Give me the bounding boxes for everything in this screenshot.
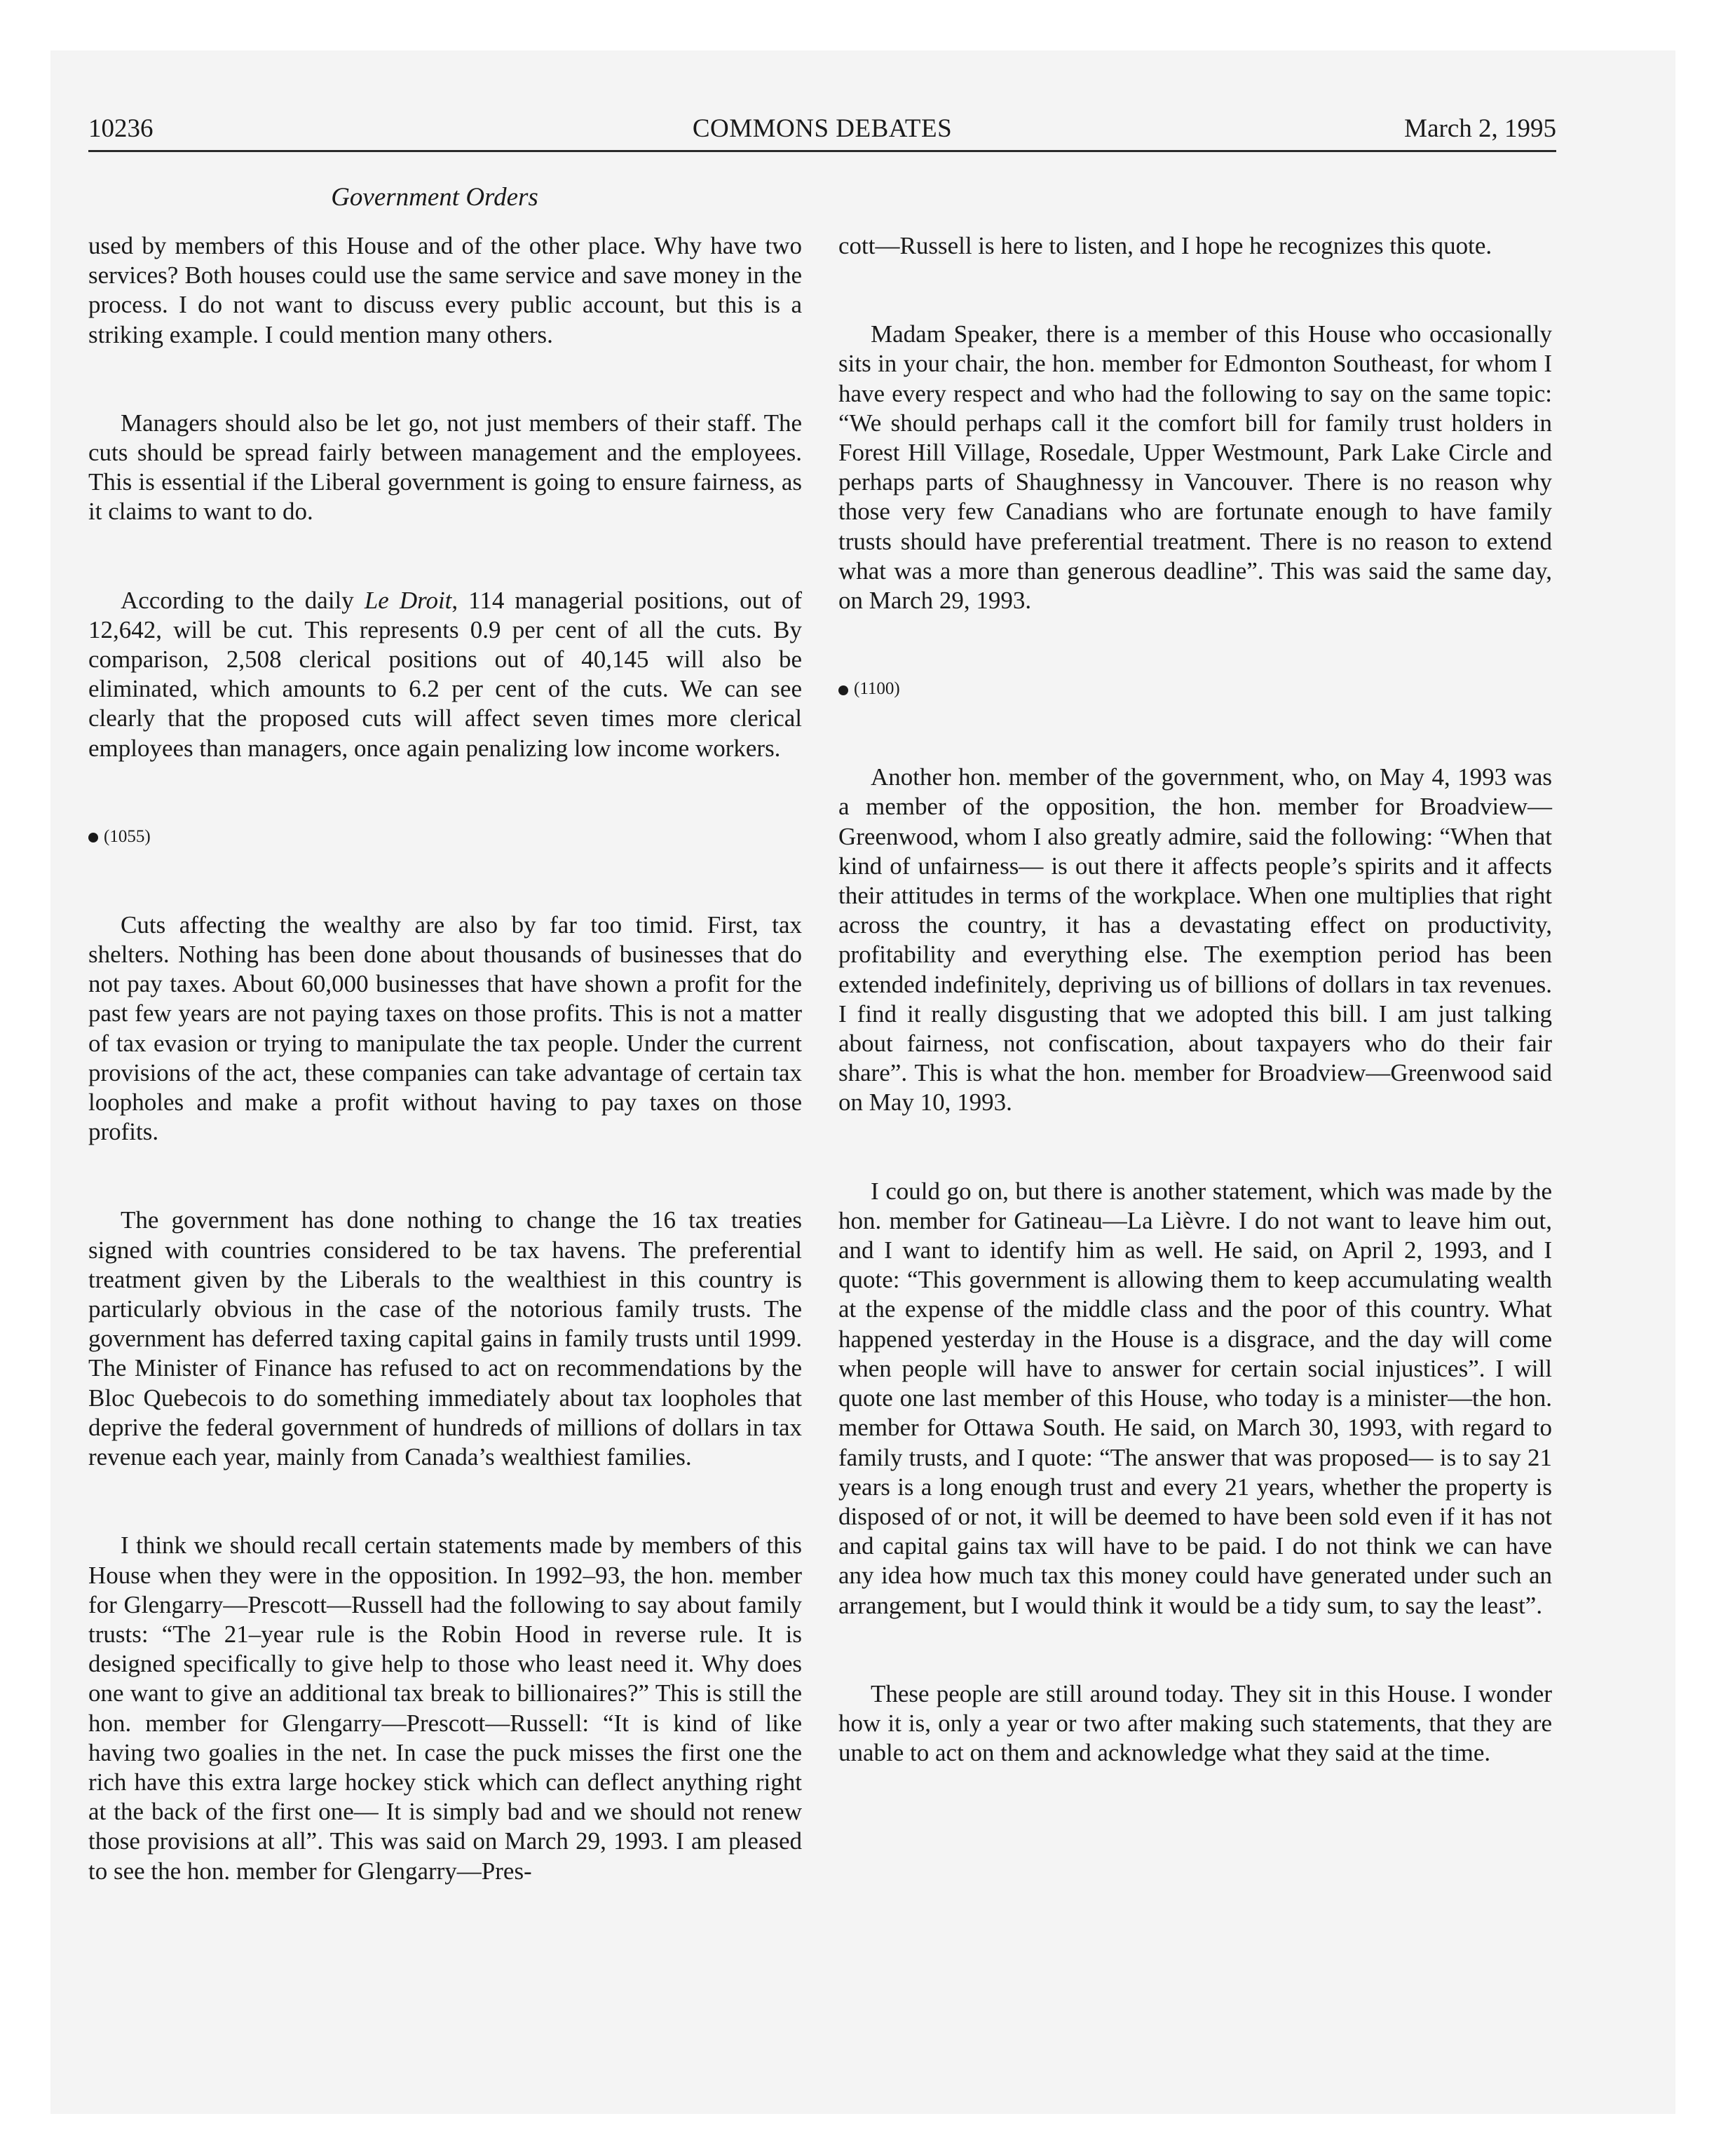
paragraph bbox=[88, 586, 802, 763]
paragraph-text: According to the daily bbox=[121, 586, 365, 614]
paragraph: Cuts affecting the wealthy are also by far too timid. First, tax shelters. Nothing has been done about thousands of businesses that do not pay taxes. About 60,000 businesses that have shown a profit for the past few years are not paying taxes on those profits. This is not a matter of tax evasion or trying to manipulate the tax people. Under the current provisions of the act, these companies can take advantage of certain tax loopholes and make a profit without having to pay taxes on those profits. bbox=[88, 910, 802, 1146]
bullet-icon bbox=[838, 685, 848, 695]
publication-title: COMMONS DEBATES bbox=[692, 114, 953, 143]
timestamp bbox=[88, 822, 802, 852]
paragraph: I could go on, but there is another statement, which was made by the hon. member for Gatineau—La Lièvre. I do not want to leave him out, and I want to identify him as well. He said, on April 2, 1993, and I quote: “This government is allowing them to keep accumulating wealth at the expense of the middle class and the poor of this country. What happened yesterday in the House is a disgrace, and the day will come when people will have to answer for certain social injustices”. I will quote one last member of this House, who today is a minister—the hon. member for Ottawa South. He said, on March 30, 1993, with regard to family trusts, and I quote: “The answer that was proposed— is to say 21 years is a long enough trust and every 21 years, whether the property is disposed of or not, it will be deemed to have been sold even if it has not and capital gains tax will have to be paid. I do not think we can have any idea how much tax this money could have generated under such an arrangement, but I would think it would be a tidy sum, to say the least”. bbox=[838, 1177, 1552, 1619]
timestamp-text: (1100) bbox=[854, 679, 900, 699]
paragraph: I think we should recall certain statements made by members of this House when they were in the opposition. In 1992–93, the hon. member for Glengarry—Prescott—Russell had the following to say about family trusts: “The 21–year rule is the Robin Hood in reverse rule. It is designed specifically to give help to those who least need it. Why does one want to give an additional tax break to billionaires?” This is still the hon. member for Glengarry—Prescott—Russell: “It is kind of like having two goalies in the net. In case the puck misses the first one the rich have this extra large hockey stick which can deflect anything right at the back of the first one— It is simply bad and we should not renew those provisions at all”. This was said on March 29, 1993. I am pleased to see the hon. member for Glengarry—Pres- bbox=[88, 1531, 802, 1885]
paragraph: Another hon. member of the government, who, on May 4, 1993 was a member of the opposition, the hon. member for Broadview—Greenwood, whom I also greatly admire, said the following: “When that kind of unfairness— is out there it affects people’s spirits and it affects their attitudes in terms of the workplace. When one multiplies that right across the country, it has a devastating effect on productivity, profitability and everything else. The exemption period has been extended indefinitely, depriving us of billions of dollars in tax revenues. I find it really disgusting that we adopted this bill. I am just talking about fairness, not confiscation, about taxpayers who do their fair share”. This is what the hon. member for Broadview—Greenwood said on May 10, 1993. bbox=[838, 763, 1552, 1117]
page-header bbox=[88, 112, 1556, 151]
paragraph: used by members of this House and of the other place. Why have two services? Both houses could use the same service and save money in the process. I do not want to discuss every public account, but this is a striking example. I could mention many others. bbox=[88, 232, 802, 348]
publication-name: Le Droit bbox=[364, 586, 452, 614]
timestamp bbox=[838, 674, 1552, 704]
bullet-icon bbox=[88, 833, 98, 842]
paragraph: These people are still around today. They sit in this House. I wonder how it is, only a year or two after making such statements, that they are unable to act on them and acknowledge what they said at the time. bbox=[838, 1679, 1552, 1767]
header-rule bbox=[88, 150, 1556, 152]
paragraph-text: , 114 managerial positions, out of 12,642, will be cut. This represents 0.9 per cent of all the cuts. By comparison, 2,508 clerical positions out of 40,145 will also be eliminated, which amounts to 6.2 per cent of the cuts. We can see clearly that the proposed cuts will affect seven times more clerical employees than managers, once again penalizing low income workers. bbox=[88, 586, 802, 762]
section-label: Government Orders bbox=[331, 183, 538, 212]
left-column bbox=[88, 231, 802, 1945]
page-date: March 2, 1995 bbox=[1404, 114, 1556, 143]
paragraph: Madam Speaker, there is a member of this House who occasionally sits in your chair, the hon. member for Edmonton Southeast, for whom I have every respect and who had the following to say on the same topic: “We should perhaps call it the comfort bill for family trust holders in Forest Hill Village, Rosedale, Upper Westmount, Park Lake Circle and perhaps parts of Shaughnessy in Vancouver. There is no reason why those very few Canadians who are fortunate enough to have family trusts should have preferential treatment. There is no reason to extend what was a more than generous deadline”. This was said the same day, on March 29, 1993. bbox=[838, 320, 1552, 615]
timestamp-text: (1055) bbox=[104, 826, 151, 846]
paragraph: The government has done nothing to change the 16 tax treaties signed with countries considered to be tax havens. The preferential treatment given by the Liberals to the wealthiest in this country is particularly obvious in the case of the notorious family trusts. The government has deferred taxing capital gains in family trusts until 1999. The Minister of Finance has refused to act on recommendations by the Bloc Quebecois to do something immediately about tax loopholes that deprive the federal government of hundreds of millions of dollars in tax revenue each year, mainly from Canada’s wealthiest families. bbox=[88, 1206, 802, 1471]
page-number: 10236 bbox=[88, 114, 154, 143]
paragraph: cott—Russell is here to listen, and I hope he recognizes this quote. bbox=[838, 232, 1492, 259]
paragraph: Managers should also be let go, not just members of their staff. The cuts should be spread fairly between management and the employees. This is essential if the Liberal government is going to ensure fairness, as it claims to want to do. bbox=[88, 409, 802, 526]
right-column bbox=[838, 231, 1552, 1827]
